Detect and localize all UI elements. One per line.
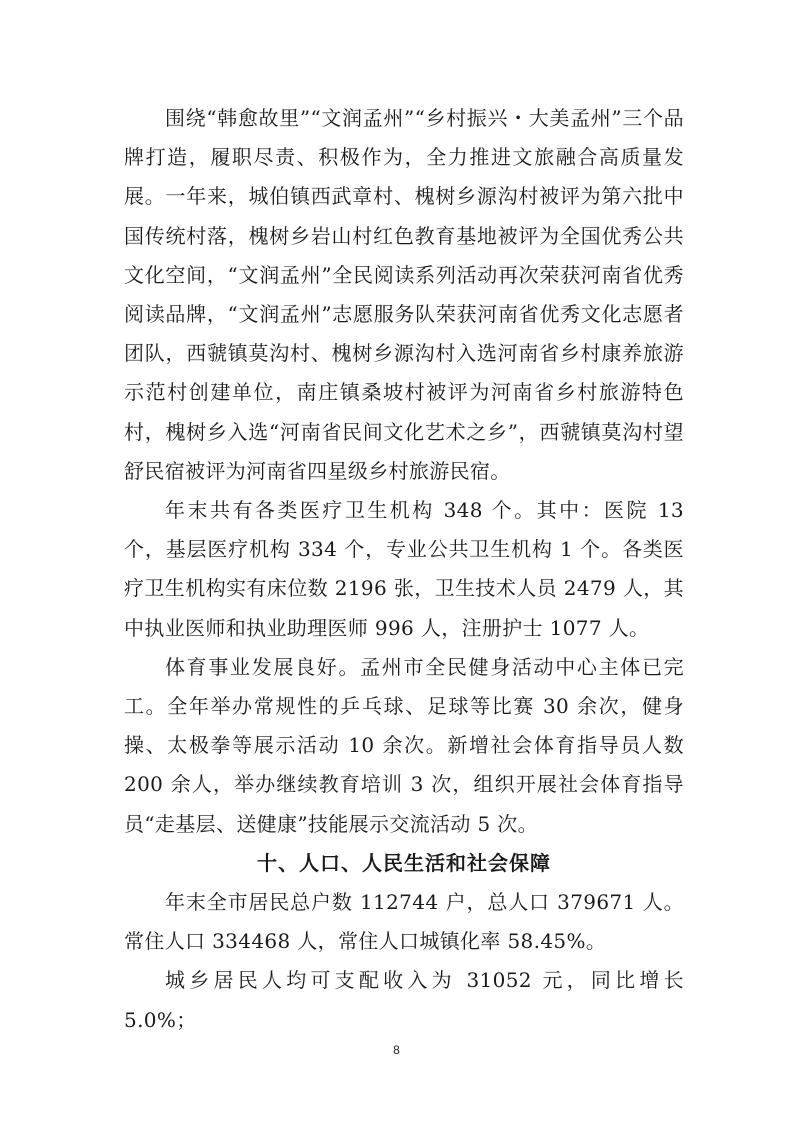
paragraph-income: 城乡居民人均可支配收入为 31052 元，同比增长 5.0%； [124, 968, 684, 1032]
paragraph-population: 年末全市居民总户数 112744 户，总人口 379671 人。常住人口 334468 人，常住人口城镇化率 58.45%。 [124, 890, 684, 954]
paragraph-culture-tourism: 围绕“韩愈故里”“文润孟州”“乡村振兴・大美孟州”三个品牌打造，履职尽责、积极作为，全力推进文旅融合高质量发展。一年来，城伯镇西武章村、槐树乡源沟村被评为第六批中国传统村落，槐树乡岩山村红色教育基地被评为全国优秀公共文化空间，“文润孟州”全民阅读系列活动再次荣获河南省优秀阅读品牌，“文润孟州”志愿服务队荣获河南省优秀文化志愿者团队，西虢镇莫沟村、槐树乡源沟村入选河南省乡村康养旅游示范村创建单位，南庄镇桑坡村被评为河南省乡村旅游特色村，槐树乡入选“河南省民间文化艺术之乡”，西虢镇莫沟村望舒民宿被评为河南省四星级乡村旅游民宿。 [124, 106, 684, 483]
paragraph-health: 年末共有各类医疗卫生机构 348 个。其中：医院 13 个，基层医疗机构 334 个，专业公共卫生机构 1 个。各类医疗卫生机构实有床位数 2196 张，卫生技术人员 2479 人，其中执业医师和执业助理医师 996 人，注册护士 1077 人。 [124, 498, 684, 640]
paragraph-sports: 体育事业发展良好。孟州市全民健身活动中心主体已完工。全年举办常规性的乒乓球、足球等比赛 30 余次，健身操、太极拳等展示活动 10 余次。新增社会体育指导员人数 200 余人，举办继续教育培训 3 次，组织开展社会体育指导员“走基层、送健康”技能展示交流活动 5 次。 [124, 654, 684, 836]
document-body [124, 99, 684, 1040]
page-number: 8 [393, 1043, 400, 1057]
section-heading: 十、人口、人民生活和社会保障 [257, 850, 551, 875]
